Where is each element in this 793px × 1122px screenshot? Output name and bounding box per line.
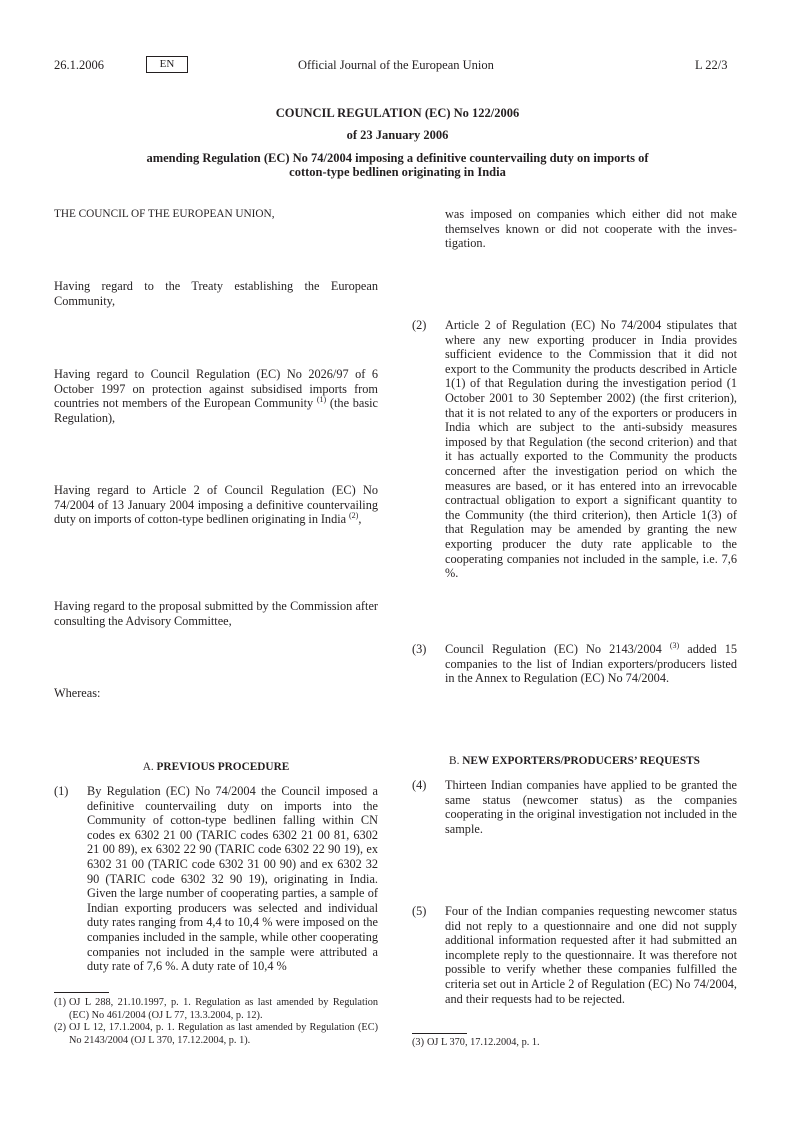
footnote-divider-left [54, 992, 109, 993]
regulation-title: COUNCIL REGULATION (EC) No 122/2006 [275, 106, 520, 120]
section-a-letter: A. [142, 761, 154, 773]
footnote-3-text: OJ L 370, 17.12.2004, p. 1. [427, 1037, 540, 1048]
recital-1-continued: was imposed on companies which either did not make themselves known or did not cooperate with the investigation. [445, 207, 737, 251]
section-a-heading [54, 761, 378, 773]
footnote-3-mark: (3) [412, 1037, 425, 1048]
footnote-1-text: OJ L 288, 21.10.1997, p. 1. Regulation as last amended by Regulation (EC) No 461/2004 (OJ L 77, 13.3.2004, p. 12). [69, 997, 378, 1021]
section-b-title: NEW EXPORTERS/PRODUCERS’ REQUESTS [462, 755, 700, 767]
citation-article2 [54, 483, 378, 527]
footnote-ref-2: (2) [348, 511, 359, 521]
section-b-heading [412, 755, 737, 767]
footnote-ref-1: (1) [316, 395, 327, 405]
citation-basic-regulation [54, 367, 378, 425]
regulation-date: of 23 January 2006 [346, 128, 449, 142]
citation-basic-regulation-text: Having regard to Council Regulation (EC) No 2026/97 of 6 October 1997 on protection against subsidised imports from countries not members of the European Community [54, 367, 378, 411]
council-heading: THE COUNCIL OF THE EUROPEAN UNION, [54, 208, 275, 220]
section-a-title: PREVIOUS PROCEDURE [156, 761, 290, 773]
recital-5-number: (5) [412, 904, 427, 918]
citation-basic-regulation-tail: (the basic Regulation), [54, 396, 379, 425]
recital-3-text-b: added 15 companies to the list of Indian exporters/producers listed in the Annex to Regulation (EC) No 74/2004. [445, 642, 738, 686]
section-b-letter: B. [449, 755, 460, 767]
footnote-2-mark: (2) [54, 1022, 67, 1033]
header-date: 26.1.2006 [54, 58, 104, 72]
recital-3-text-a: Council Regulation (EC) No 2143/2004 [445, 642, 662, 656]
recital-3-text [445, 642, 737, 686]
footnote-1-mark: (1) [54, 997, 67, 1008]
footnote-divider-right [412, 1033, 467, 1034]
recital-3-number: (3) [412, 642, 427, 656]
language-badge: EN [146, 56, 188, 73]
footnote-ref-3: (3) [669, 640, 680, 650]
journal-title: Official Journal of the European Union [298, 58, 494, 72]
recital-5-text: Four of the Indian companies requesting newcomer status did not reply to a questionnaire and one did not supply additional information requested after it had submitted an incomplete reply to the questionnaire. It was therefore not possible to verify whether these companies fulfilled the criteria set out in Article 2 of Regulation (EC) No 74/2004, and their requests had to be rejected. [445, 904, 737, 1006]
recital-4-text: Thirteen Indian companies have applied to be granted the same status (newcomer status) as the companies cooperating in the original investigation not included in the sample. [445, 778, 737, 836]
citation-proposal: Having regard to the proposal submitted by the Commission after consulting the Advisory Committee, [54, 599, 378, 628]
regulation-subject-line1: amending Regulation (EC) No 74/2004 imposing a definitive countervailing duty on imports of [146, 151, 649, 165]
regulation-subject-line2: cotton-type bedlinen originating in India [289, 165, 506, 179]
recital-2-text: Article 2 of Regulation (EC) No 74/2004 stipulates that where any new exporting producer in India provides sufficient evidence to the Commission that it did not export to the Community the products described in Article 1(1) of that Regulation during the investigation period (1 October 2001 to 30 September 2002) (the first criterion), that it is not related to any of the exporters or producers in India which are subject to the anti-subsidy measures imposed by that Regulation (the second criterion) and that it has actually exported to the Community the products concerned after the investigation period on which the measures are based, or it has entered into an irrevocable contractual obligation to export a significant quantity to the Community (the third criterion), then Article 1(3) of that Regulation may be amended by granting the new exporting producer the duty rate applicable to the cooperating companies not included in the sample, i.e. 7,6 %. [445, 318, 737, 581]
recital-1-text: By Regulation (EC) No 74/2004 the Council imposed a definitive countervailing duty on imports into the Community of cotton-type bedlinen falling within CN codes ex 6302 21 00 (TARIC codes 6302 21 00 81, 6302 21 00 89), ex 6302 22 90 (TARIC code 6302 22 90 19), ex 6302 31 00 (TARIC code 6302 31 00 90) and ex 6302 32 90 (TARIC code 6302 32 90 19), originating in India. Given the large number of cooperating parties, a sample of Indian exporting producers was selected and individual duty rates ranging from 4,4 to 10,4 % were imposed on the companies included in the sample, while other cooperating companies not included in the sample were attributed a duty rate of 7,6 %. A duty rate of 10,4 % [87, 784, 378, 974]
citation-article2-tail: , [358, 512, 362, 527]
citation-treaty: Having regard to the Treaty establishing the European Community, [54, 279, 378, 308]
recital-2-number: (2) [412, 318, 427, 332]
whereas-label: Whereas: [54, 686, 101, 700]
footnote-2-text: OJ L 12, 17.1.2004, p. 1. Regulation as last amended by Regulation (EC) No 2143/2004 (OJ L 370, 17.12.2004, p. 1). [69, 1022, 378, 1046]
citation-article2-text: Having regard to Article 2 of Council Regulation (EC) No 74/2004 of 13 January 2004 imposing a definitive countervailing duty on imports of cotton-type bedlinen originating in India [54, 483, 378, 527]
recital-1-number: (1) [54, 784, 69, 798]
recital-4-number: (4) [412, 778, 427, 792]
page-number: L 22/3 [695, 58, 728, 72]
regulation-subject [60, 151, 735, 179]
